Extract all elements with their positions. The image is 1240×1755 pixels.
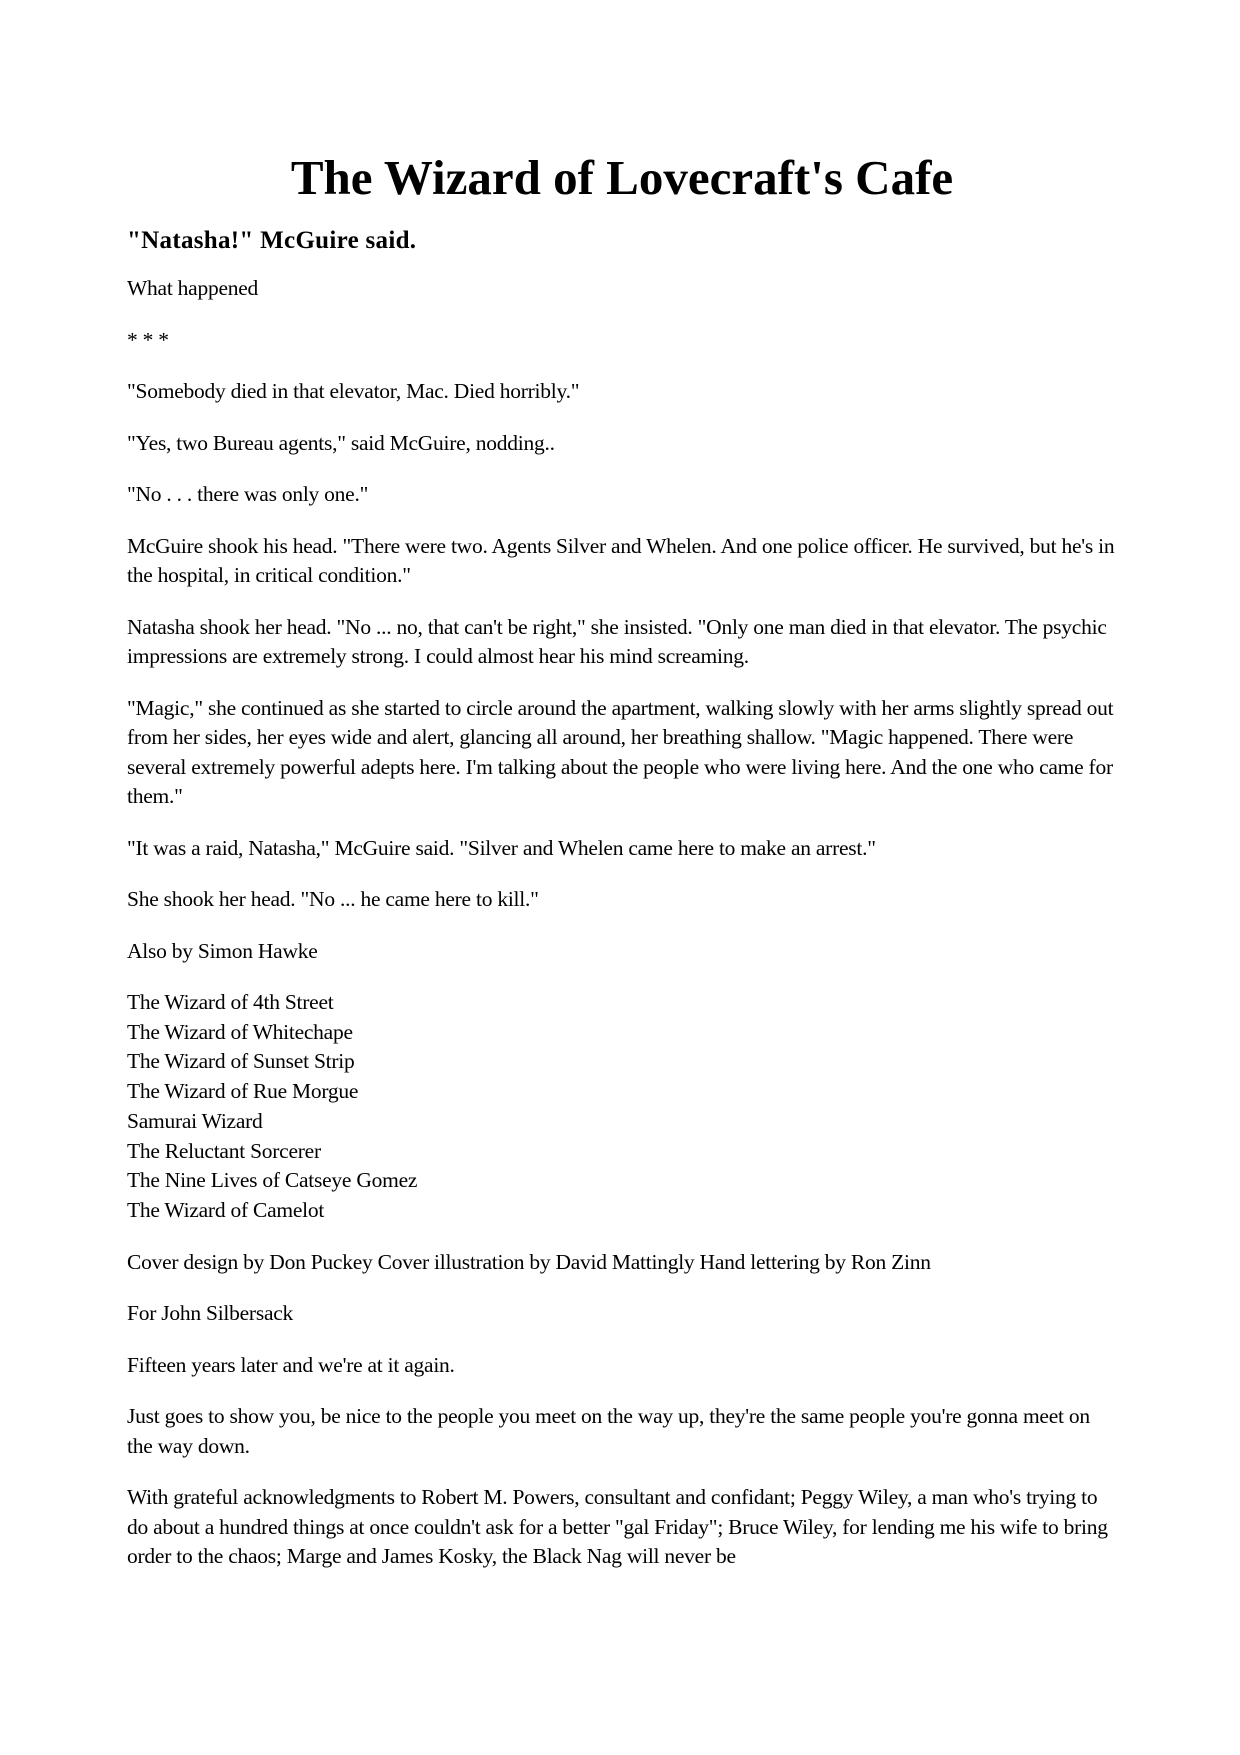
paragraph: Fifteen years later and we're at it again. [127, 1352, 455, 1377]
paragraph: Just goes to show you, be nice to the people you meet on the way up, they're the same people you're gonna meet on the way down. [127, 1404, 1090, 1458]
chapter-heading: "Natasha!" McGuire said. [127, 227, 417, 254]
book-list-item: The Wizard of Camelot [127, 1197, 325, 1222]
paragraph: "It was a raid, Natasha," McGuire said. "Silver and Whelen came here to make an arrest." [127, 835, 876, 860]
paragraph: Natasha shook her head. "No ... no, that can't be right," she insisted. "Only one man died in that elevator. The psychic impressions are extremely strong. I could almost hear his mind screaming. [127, 614, 1107, 668]
paragraph: "No . . . there was only one." [127, 482, 369, 506]
book-list-item: The Reluctant Sorcerer [127, 1138, 321, 1163]
dedication: For John Silbersack [127, 1301, 294, 1326]
also-by-heading: Also by Simon Hawke [127, 938, 318, 963]
paragraph: She shook her head. "No ... he came here to kill." [127, 887, 539, 911]
book-list-item: Samurai Wizard [127, 1108, 263, 1133]
paragraph: McGuire shook his head. "There were two. Agents Silver and Whelen. And one police officer. He survived, but he's in the hospital, in critical condition." [127, 533, 1115, 587]
document-page [127, 150, 1117, 1594]
scene-break: * * * [127, 327, 169, 352]
document-title: The Wizard of Lovecraft's Cafe [290, 150, 954, 205]
book-list-item: The Nine Lives of Catseye Gomez [127, 1168, 418, 1193]
acknowledgments: With grateful acknowledgments to Robert M. Powers, consultant and confidant; Peggy Wiley, a man who's trying to do about a hundred things at once couldn't ask for a better "gal Friday"; Bruce Wiley, for lending me his wife to bring order to the chaos; Marge and James Kosky, the Black Nag will never be [127, 1485, 1108, 1569]
paragraph: "Yes, two Bureau agents," said McGuire, nodding.. [127, 430, 555, 455]
book-list-item: The Wizard of Sunset Strip [127, 1049, 355, 1074]
paragraph: What happened [127, 276, 259, 300]
paragraph: "Somebody died in that elevator, Mac. Died horribly." [127, 379, 580, 403]
book-list-item: The Wizard of Rue Morgue [127, 1079, 359, 1104]
book-list-item: The Wizard of Whitechape [127, 1019, 353, 1044]
cover-credits: Cover design by Don Puckey Cover illustration by David Mattingly Hand lettering by Ron Zinn [127, 1249, 931, 1274]
book-list-item: The Wizard of 4th Street [127, 990, 334, 1014]
paragraph: "Magic," she continued as she started to circle around the apartment, walking slowly with her arms slightly spread out from her sides, her eyes wide and alert, glancing all around, her breathing shallow. "Magic happened. There were several extremely powerful adepts here. I'm talking about the people who were living here. And the one who came for them." [127, 695, 1114, 808]
book-list [127, 988, 1117, 1226]
